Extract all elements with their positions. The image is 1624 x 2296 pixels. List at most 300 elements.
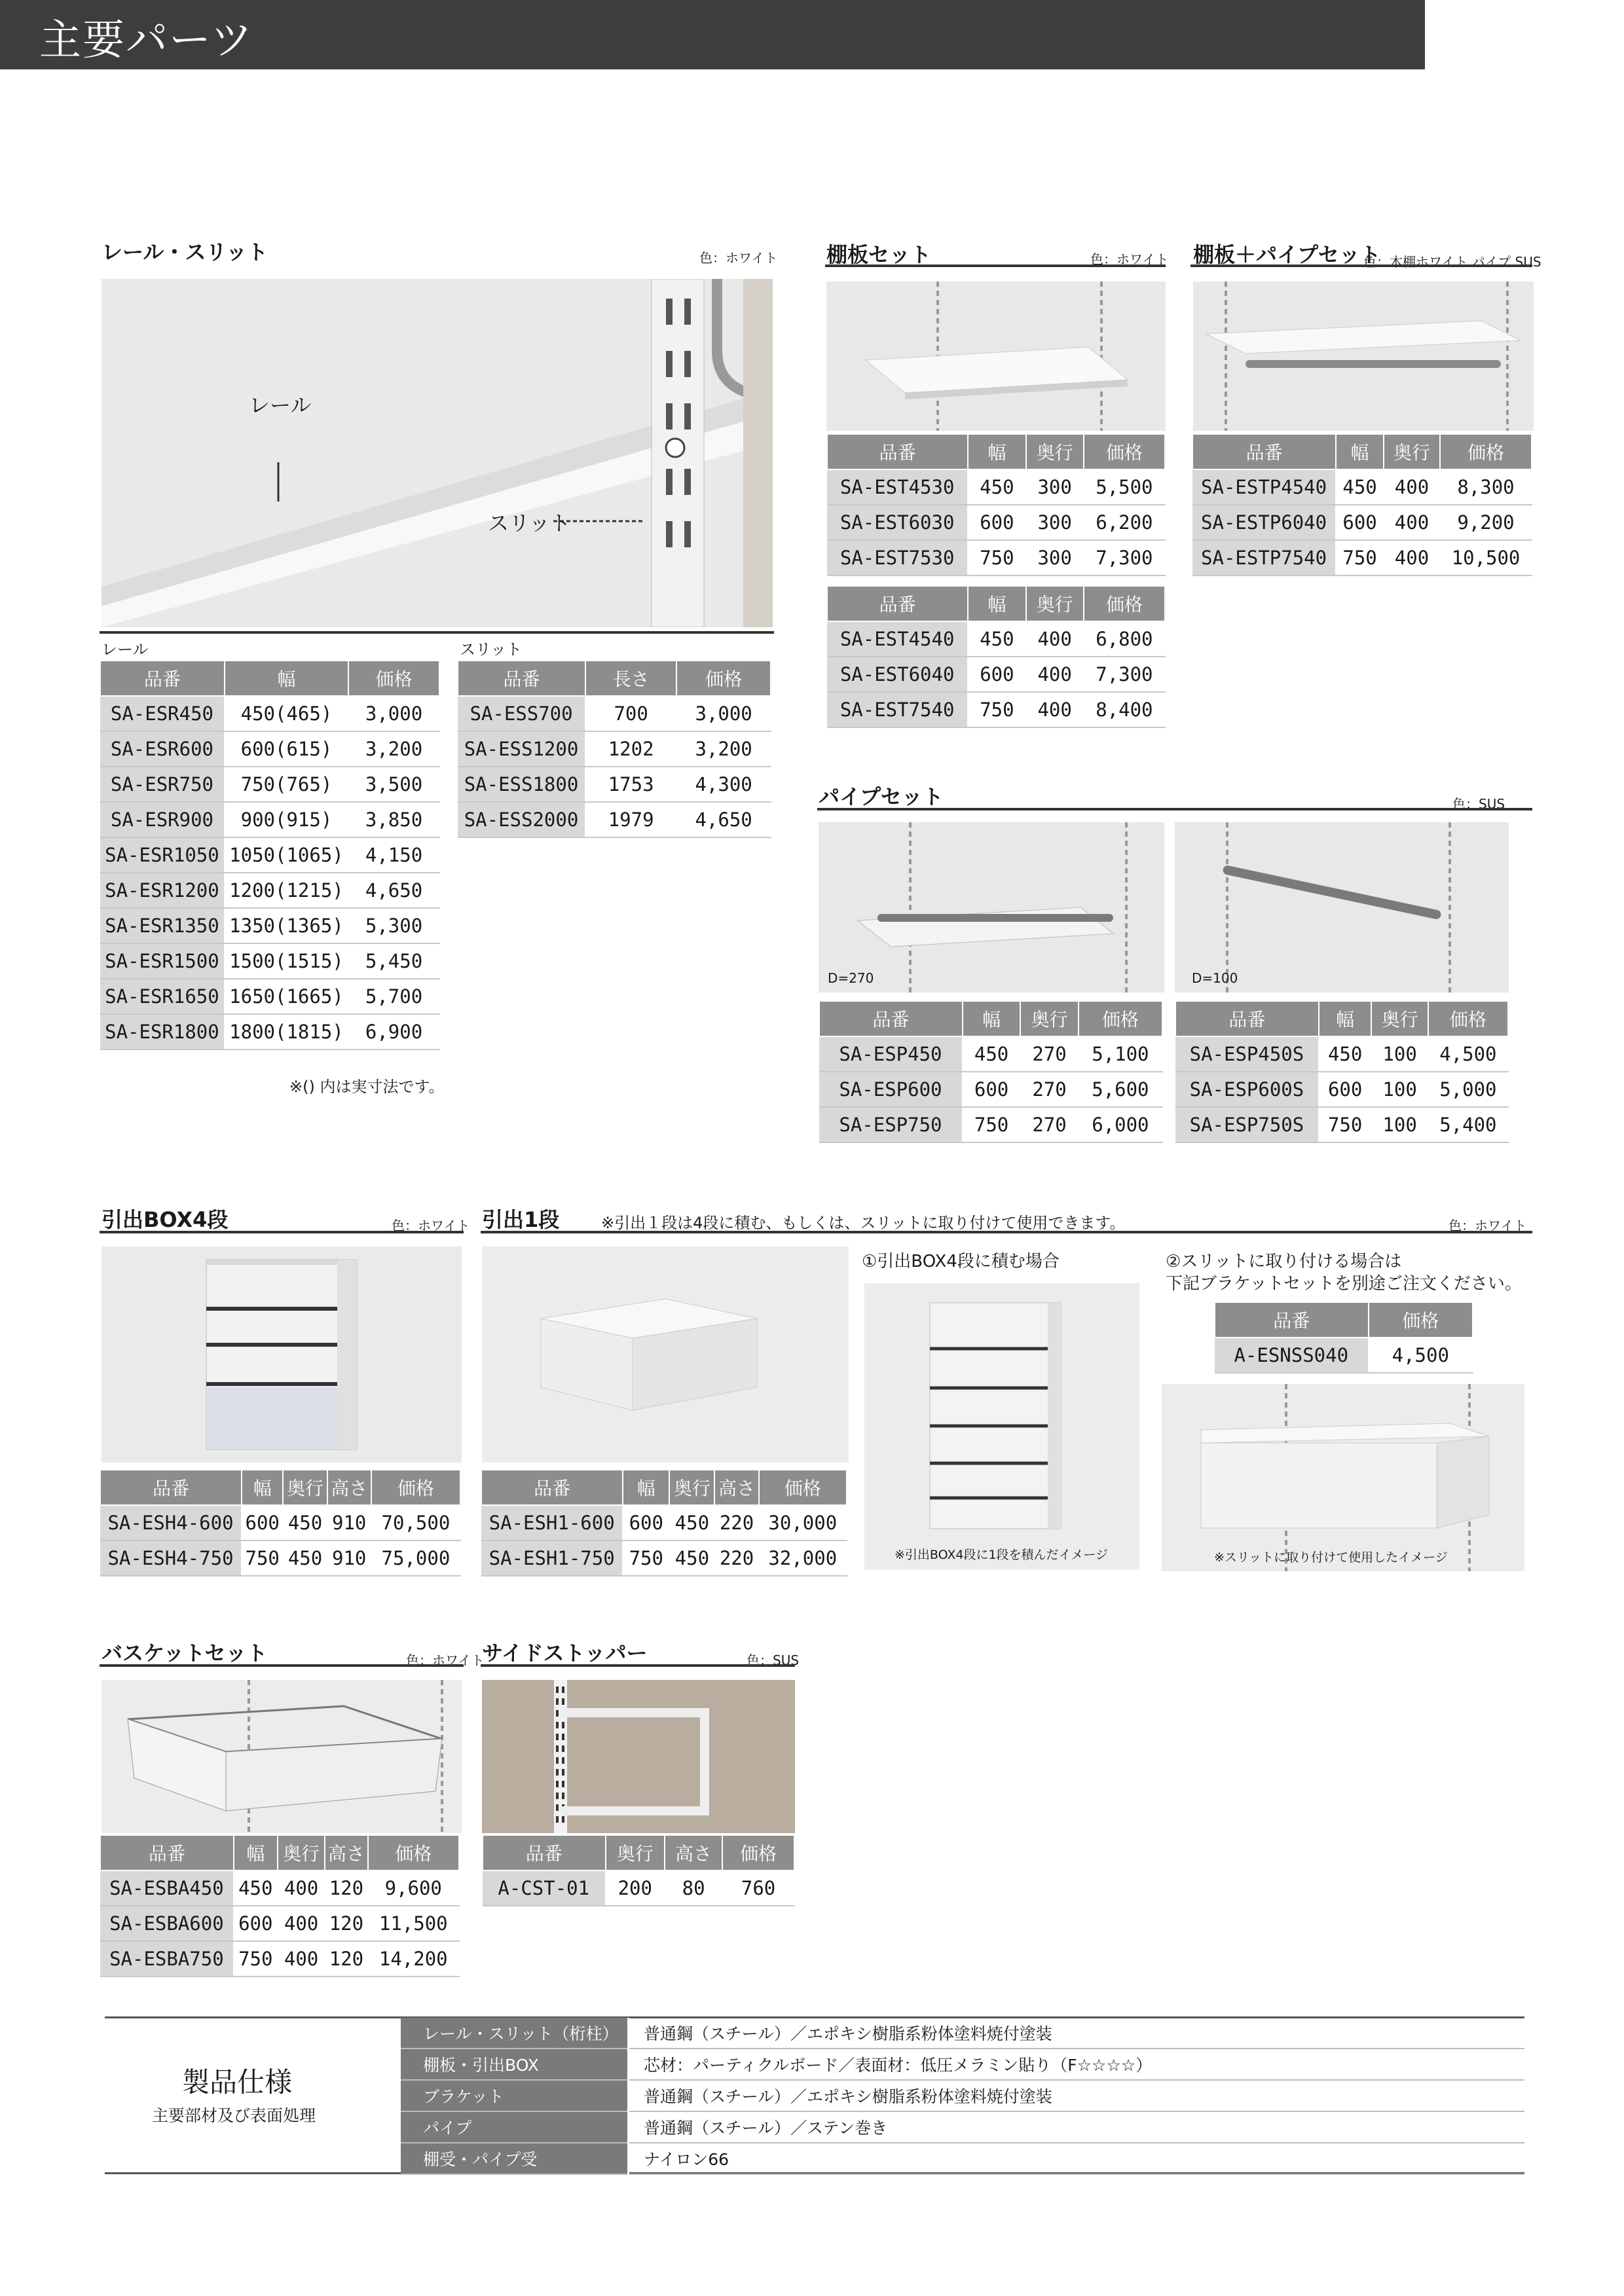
table-cell: 400: [278, 1906, 325, 1941]
col-height: 高さ: [665, 1835, 722, 1870]
col-depth: 奥行: [283, 1470, 327, 1505]
shelf-illustration: [826, 282, 1166, 431]
product-code: SA-ESBA750: [100, 1941, 234, 1977]
spec-row: [401, 2111, 1524, 2143]
table-cell: 600: [1319, 1072, 1372, 1107]
product-code: SA-ESP450: [819, 1036, 963, 1072]
shelf-table-a: [826, 433, 1166, 576]
col-width: 幅: [225, 661, 348, 696]
table-row: [1215, 1338, 1473, 1373]
table-cell: 5,450: [348, 943, 439, 979]
col-height: 高さ: [325, 1835, 367, 1870]
rail-table-caption: レール: [101, 640, 149, 659]
table-cell: 600: [234, 1906, 278, 1941]
product-code: SA-EST6040: [827, 657, 968, 692]
stopper-table: [482, 1834, 795, 1906]
table-row: [827, 469, 1165, 505]
pipe-set-title: パイプセット: [819, 784, 944, 809]
table-cell: 700: [585, 696, 676, 731]
box1-photo: [482, 1247, 849, 1463]
rail-label: レール: [249, 393, 312, 418]
table-row: [100, 802, 439, 837]
table-row: [100, 979, 439, 1014]
table-cell: 3,000: [348, 696, 439, 731]
col-price: 価格: [348, 661, 439, 696]
table-cell: 5,400: [1428, 1107, 1508, 1142]
table-cell: 4,300: [676, 767, 771, 802]
table-cell: 600: [623, 1505, 669, 1540]
table-cell: 1350(1365): [225, 908, 348, 943]
table-cell: 4,650: [676, 802, 771, 837]
table-cell: 450: [669, 1505, 714, 1540]
table-cell: 8,400: [1084, 692, 1165, 727]
product-code: SA-EST4540: [827, 621, 968, 657]
col-height: 高さ: [714, 1470, 758, 1505]
shelf-set-photo: [826, 282, 1166, 431]
table-cell: 1500(1515): [225, 943, 348, 979]
table-cell: 7,300: [1084, 540, 1165, 575]
box4-divider: [100, 1231, 464, 1233]
table-cell: 70,500: [371, 1505, 460, 1540]
basket-photo: [101, 1680, 462, 1833]
col-price: 価格: [1428, 1001, 1508, 1036]
product-code: SA-ESS1200: [458, 731, 585, 767]
table-cell: 750: [963, 1107, 1020, 1142]
col-code: 品番: [819, 1001, 963, 1036]
table-cell: 400: [1384, 505, 1440, 540]
table-row: [819, 1036, 1162, 1072]
table-cell: 200: [606, 1870, 665, 1906]
table-cell: 1200(1215): [225, 873, 348, 908]
table-cell: 6,800: [1084, 621, 1165, 657]
table-cell: 400: [278, 1870, 325, 1906]
table-row: [483, 1870, 794, 1906]
table-cell: 6,900: [348, 1014, 439, 1049]
product-code: SA-EST7530: [827, 540, 968, 575]
table-cell: 100: [1371, 1107, 1428, 1142]
shelf-table-b: [826, 585, 1166, 728]
table-cell: 6,000: [1079, 1107, 1162, 1142]
table-cell: 120: [325, 1870, 367, 1906]
product-code: SA-ESP750: [819, 1107, 963, 1142]
table-cell: 4,500: [1369, 1338, 1473, 1373]
col-depth: 奥行: [1371, 1001, 1428, 1036]
product-code: SA-ESTP6040: [1192, 505, 1336, 540]
product-code: SA-ESR1350: [100, 908, 225, 943]
table-cell: 9,200: [1440, 505, 1532, 540]
stopper-illustration: [482, 1680, 795, 1833]
case1-illustration: [864, 1283, 1139, 1570]
product-code: A-ESNSS040: [1215, 1338, 1369, 1373]
col-width: 幅: [1336, 434, 1384, 469]
pipe-illustration-a: [819, 822, 1164, 993]
table-cell: 270: [1020, 1036, 1078, 1072]
basket-illustration: [101, 1680, 462, 1833]
product-code: SA-ESH4-600: [100, 1505, 242, 1540]
product-code: SA-ESH1-750: [481, 1540, 623, 1576]
col-depth: 奥行: [1026, 434, 1084, 469]
table-cell: 750: [968, 540, 1025, 575]
table-row: [100, 731, 439, 767]
table-cell: 32,000: [759, 1540, 847, 1576]
table-cell: 1650(1665): [225, 979, 348, 1014]
product-code: SA-ESR1800: [100, 1014, 225, 1049]
table-row: [1175, 1107, 1508, 1142]
table-cell: 270: [1020, 1107, 1078, 1142]
box4-color: 色：ホワイト: [392, 1218, 470, 1233]
col-depth: 奥行: [669, 1470, 714, 1505]
box4-illustration: [101, 1247, 462, 1463]
table-cell: 220: [714, 1540, 758, 1576]
product-code: SA-ESR1200: [100, 873, 225, 908]
pipe-caption-b: D=100: [1192, 970, 1238, 986]
product-code: SA-ESP450S: [1175, 1036, 1319, 1072]
table-cell: 750: [234, 1941, 278, 1977]
table-cell: 900(915): [225, 802, 348, 837]
product-code: SA-ESR1650: [100, 979, 225, 1014]
table-row: [100, 1941, 459, 1977]
col-depth: 奥行: [606, 1835, 665, 1870]
col-code: 品番: [481, 1470, 623, 1505]
table-cell: 3,000: [676, 696, 771, 731]
spec-subtitle: 主要部材及び表面処理: [152, 2106, 316, 2125]
product-code: SA-ESR1050: [100, 837, 225, 873]
table-row: [827, 621, 1165, 657]
spec-key: 棚板・引出BOX: [401, 2049, 629, 2080]
spec-key: レール・スリット（桁柱）: [401, 2018, 629, 2049]
product-code: SA-ESBA600: [100, 1906, 234, 1941]
product-code: SA-ESTP7540: [1192, 540, 1336, 575]
table-row: [827, 657, 1165, 692]
table-cell: 760: [722, 1870, 794, 1906]
table-cell: 11,500: [368, 1906, 460, 1941]
table-cell: 120: [325, 1941, 367, 1977]
table-cell: 600: [1336, 505, 1384, 540]
shelf-pipe-illustration: [1193, 282, 1534, 431]
col-height: 高さ: [327, 1470, 371, 1505]
table-cell: 450: [1319, 1036, 1372, 1072]
table-row: [481, 1540, 847, 1576]
box4-photo: [101, 1247, 462, 1463]
table-cell: 5,300: [348, 908, 439, 943]
spec-row: [401, 2080, 1524, 2111]
table-row: [100, 1014, 439, 1049]
table-cell: 3,850: [348, 802, 439, 837]
spec-key: 棚受・パイプ受: [401, 2143, 629, 2174]
rail-note: ※() 内は実寸法です。: [289, 1078, 445, 1096]
rail-slit-color: 色：ホワイト: [699, 250, 778, 266]
table-row: [100, 1870, 459, 1906]
col-price: 価格: [722, 1835, 794, 1870]
spec-key: ブラケット: [401, 2080, 629, 2111]
table-cell: 120: [325, 1906, 367, 1941]
col-code: 品番: [100, 661, 225, 696]
table-cell: 600: [242, 1505, 283, 1540]
table-cell: 14,200: [368, 1941, 460, 1977]
product-code: SA-EST6030: [827, 505, 968, 540]
shelf-pipe-title: 棚板＋パイプセット: [1193, 242, 1381, 267]
case2-illustration: [1162, 1384, 1524, 1571]
col-price: 価格: [368, 1835, 460, 1870]
table-row: [819, 1107, 1162, 1142]
product-code: SA-ESP600: [819, 1072, 963, 1107]
table-row: [100, 696, 439, 731]
col-price: 価格: [1079, 1001, 1162, 1036]
spec-row: [401, 2049, 1524, 2080]
spec-value: 普通鋼（スチール）／エポキシ樹脂系粉体塗料焼付塗装: [629, 2018, 1525, 2049]
table-cell: 100: [1371, 1036, 1428, 1072]
table-cell: 5,000: [1428, 1072, 1508, 1107]
box1-illustration: [482, 1247, 849, 1463]
rail-slit-photo: [101, 279, 773, 627]
table-row: [1192, 540, 1532, 575]
table-cell: 910: [327, 1540, 371, 1576]
table-cell: 450: [283, 1505, 327, 1540]
pipe-table-b: [1175, 1000, 1509, 1143]
case1-photo: [864, 1283, 1139, 1570]
table-cell: 75,000: [371, 1540, 460, 1576]
col-depth: 奥行: [278, 1835, 325, 1870]
product-code: SA-EST4530: [827, 469, 968, 505]
col-width: 幅: [1319, 1001, 1372, 1036]
stopper-photo: [482, 1680, 795, 1833]
col-price: 価格: [1084, 586, 1165, 621]
table-cell: 300: [1026, 505, 1084, 540]
table-cell: 4,500: [1428, 1036, 1508, 1072]
page-title: 主要パーツ: [39, 16, 254, 65]
col-price: 価格: [759, 1470, 847, 1505]
shelf-pipe-divider: [1190, 264, 1532, 267]
col-price: 価格: [676, 661, 771, 696]
table-cell: 400: [1026, 621, 1084, 657]
col-code: 品番: [827, 434, 968, 469]
table-cell: 1202: [585, 731, 676, 767]
table-cell: 8,300: [1440, 469, 1532, 505]
table-row: [100, 1906, 459, 1941]
table-cell: 600: [963, 1072, 1020, 1107]
basket-divider: [100, 1664, 464, 1667]
col-code: 品番: [1215, 1302, 1369, 1338]
stopper-title: サイドストッパー: [482, 1641, 648, 1666]
table-row: [100, 767, 439, 802]
pipe-photo-b: [1175, 822, 1509, 993]
table-cell: 450: [283, 1540, 327, 1576]
product-code: SA-EST7540: [827, 692, 968, 727]
table-cell: 7,300: [1084, 657, 1165, 692]
box1-color: 色：ホワイト: [1449, 1218, 1527, 1233]
col-width: 幅: [963, 1001, 1020, 1036]
table-row: [100, 837, 439, 873]
table-row: [481, 1505, 847, 1540]
product-code: SA-ESP600S: [1175, 1072, 1319, 1107]
product-code: SA-ESR750: [100, 767, 225, 802]
box1-note: ※引出１段は4段に積む、もしくは、スリットに取り付けて使用できます。: [601, 1214, 1126, 1232]
table-row: [819, 1072, 1162, 1107]
box1-title: 引出1段: [482, 1207, 560, 1232]
spec-value: 芯材：パーティクルボード／表面材：低圧メラミン貼り（F☆☆☆☆）: [629, 2049, 1525, 2080]
product-code: SA-ESR450: [100, 696, 225, 731]
shelf-set-divider: [825, 264, 1166, 267]
table-row: [827, 505, 1165, 540]
page-header: [0, 0, 1595, 69]
table-cell: 600: [968, 505, 1025, 540]
table-row: [1175, 1072, 1508, 1107]
col-width: 幅: [968, 434, 1025, 469]
basket-color: 色：ホワイト: [406, 1652, 485, 1668]
table-cell: 5,500: [1084, 469, 1165, 505]
pipe-table-a: [819, 1000, 1163, 1143]
box4-title: 引出BOX4段: [101, 1207, 229, 1232]
col-code: 品番: [100, 1470, 242, 1505]
table-cell: 450: [968, 469, 1025, 505]
pipe-photo-a: [819, 822, 1164, 993]
rail-table: [100, 660, 440, 1050]
pipe-illustration-b: [1175, 822, 1509, 993]
rail-slit-title: レール・スリット: [101, 240, 268, 264]
spec-title: 製品仕様: [182, 2066, 293, 2098]
col-length: 長さ: [585, 661, 676, 696]
table-cell: 3,200: [348, 731, 439, 767]
col-depth: 奥行: [1020, 1001, 1078, 1036]
col-depth: 奥行: [1384, 434, 1440, 469]
spec-row: [401, 2143, 1524, 2174]
product-code: SA-ESH4-750: [100, 1540, 242, 1576]
table-cell: 3,200: [676, 731, 771, 767]
col-code: 品番: [100, 1835, 234, 1870]
table-cell: 5,600: [1079, 1072, 1162, 1107]
col-code: 品番: [827, 586, 968, 621]
table-cell: 600: [968, 657, 1025, 692]
basket-table: [100, 1834, 460, 1977]
box4-table: [100, 1469, 461, 1576]
stopper-color: 色：SUS: [747, 1652, 800, 1668]
case1-caption: ※引出BOX4段に1段を積んだイメージ: [895, 1548, 1108, 1562]
table-cell: 270: [1020, 1072, 1078, 1107]
pipe-set-divider: [817, 808, 1532, 811]
col-width: 幅: [968, 586, 1025, 621]
slit-table-caption: スリット: [460, 640, 523, 659]
table-cell: 10,500: [1440, 540, 1532, 575]
spec-value: 普通鋼（スチール）／エポキシ樹脂系粉体塗料焼付塗装: [629, 2080, 1525, 2111]
brand-logo: ES-rack: [1468, 12, 1614, 60]
case2-caption: ※スリットに取り付けて使用したイメージ: [1214, 1550, 1448, 1565]
case2-photo: [1162, 1384, 1524, 1571]
table-cell: 600(615): [225, 731, 348, 767]
table-cell: 6,200: [1084, 505, 1165, 540]
col-depth: 奥行: [1026, 586, 1084, 621]
table-cell: 450: [968, 621, 1025, 657]
shelf-set-color: 色：ホワイト: [1090, 251, 1169, 267]
col-price: 価格: [1084, 434, 1165, 469]
table-row: [458, 767, 771, 802]
table-row: [458, 731, 771, 767]
col-code: 品番: [483, 1835, 606, 1870]
product-code: A-CST-01: [483, 1870, 606, 1906]
col-width: 幅: [242, 1470, 283, 1505]
spec-key: パイプ: [401, 2111, 629, 2143]
col-code: 品番: [458, 661, 585, 696]
table-cell: 750: [1319, 1107, 1372, 1142]
spec-value: ナイロン66: [629, 2143, 1525, 2174]
box1-divider: [481, 1231, 1532, 1233]
slit-table: [457, 660, 771, 838]
product-code: SA-ESP750S: [1175, 1107, 1319, 1142]
table-cell: 300: [1026, 540, 1084, 575]
table-cell: 400: [1026, 692, 1084, 727]
table-cell: 3,500: [348, 767, 439, 802]
table-cell: 5,700: [348, 979, 439, 1014]
product-code: SA-ESS700: [458, 696, 585, 731]
basket-title: バスケットセット: [101, 1641, 268, 1666]
table-cell: 450: [1336, 469, 1384, 505]
product-code: SA-ESR600: [100, 731, 225, 767]
table-cell: 400: [278, 1941, 325, 1977]
table-cell: 4,650: [348, 873, 439, 908]
product-code: SA-ESH1-600: [481, 1505, 623, 1540]
product-code: SA-ESS1800: [458, 767, 585, 802]
table-cell: 5,100: [1079, 1036, 1162, 1072]
shelf-pipe-color: 色：木棚ホワイト パイプ SUS: [1363, 254, 1541, 270]
table-cell: 910: [327, 1505, 371, 1540]
table-cell: 30,000: [759, 1505, 847, 1540]
table-cell: 4,150: [348, 837, 439, 873]
table-row: [458, 802, 771, 837]
case2-title-1: ②スリットに取り付ける場合は: [1166, 1252, 1402, 1271]
shelf-set-title: 棚板セット: [826, 242, 932, 267]
pipe-set-color: 色：SUS: [1452, 796, 1505, 812]
table-cell: 400: [1384, 469, 1440, 505]
table-cell: 400: [1384, 540, 1440, 575]
rail-slit-illustration: [101, 279, 773, 627]
table-cell: 9,600: [368, 1870, 460, 1906]
product-code: SA-ESR900: [100, 802, 225, 837]
col-width: 幅: [623, 1470, 669, 1505]
table-cell: 1800(1815): [225, 1014, 348, 1049]
table-row: [100, 873, 439, 908]
table-row: [100, 1505, 460, 1540]
col-price: 価格: [1440, 434, 1532, 469]
table-cell: 750(765): [225, 767, 348, 802]
box1-table: [481, 1469, 847, 1576]
table-row: [1175, 1036, 1508, 1072]
table-row: [827, 692, 1165, 727]
table-row: [1192, 505, 1532, 540]
table-cell: 750: [1336, 540, 1384, 575]
table-cell: 400: [1026, 657, 1084, 692]
col-code: 品番: [1175, 1001, 1319, 1036]
spec-row: [401, 2018, 1524, 2049]
table-cell: 450: [669, 1540, 714, 1576]
col-code: 品番: [1192, 434, 1336, 469]
table-cell: 220: [714, 1505, 758, 1540]
product-code: SA-ESBA450: [100, 1870, 234, 1906]
col-width: 幅: [234, 1835, 278, 1870]
table-row: [1192, 469, 1532, 505]
spec-value: 普通鋼（スチール）／ステン巻き: [629, 2111, 1525, 2143]
product-code: SA-ESS2000: [458, 802, 585, 837]
table-cell: 1979: [585, 802, 676, 837]
col-price: 価格: [1369, 1302, 1473, 1338]
table-row: [458, 696, 771, 731]
case1-title: ①引出BOX4段に積む場合: [862, 1252, 1060, 1271]
table-cell: 450: [234, 1870, 278, 1906]
product-code: SA-ESTP4540: [1192, 469, 1336, 505]
table-cell: 450: [963, 1036, 1020, 1072]
table-row: [100, 1540, 460, 1576]
case2-title-2: 下記ブラケットセットを別途ご注文ください。: [1166, 1274, 1522, 1294]
table-cell: 750: [242, 1540, 283, 1576]
table-cell: 100: [1371, 1072, 1428, 1107]
